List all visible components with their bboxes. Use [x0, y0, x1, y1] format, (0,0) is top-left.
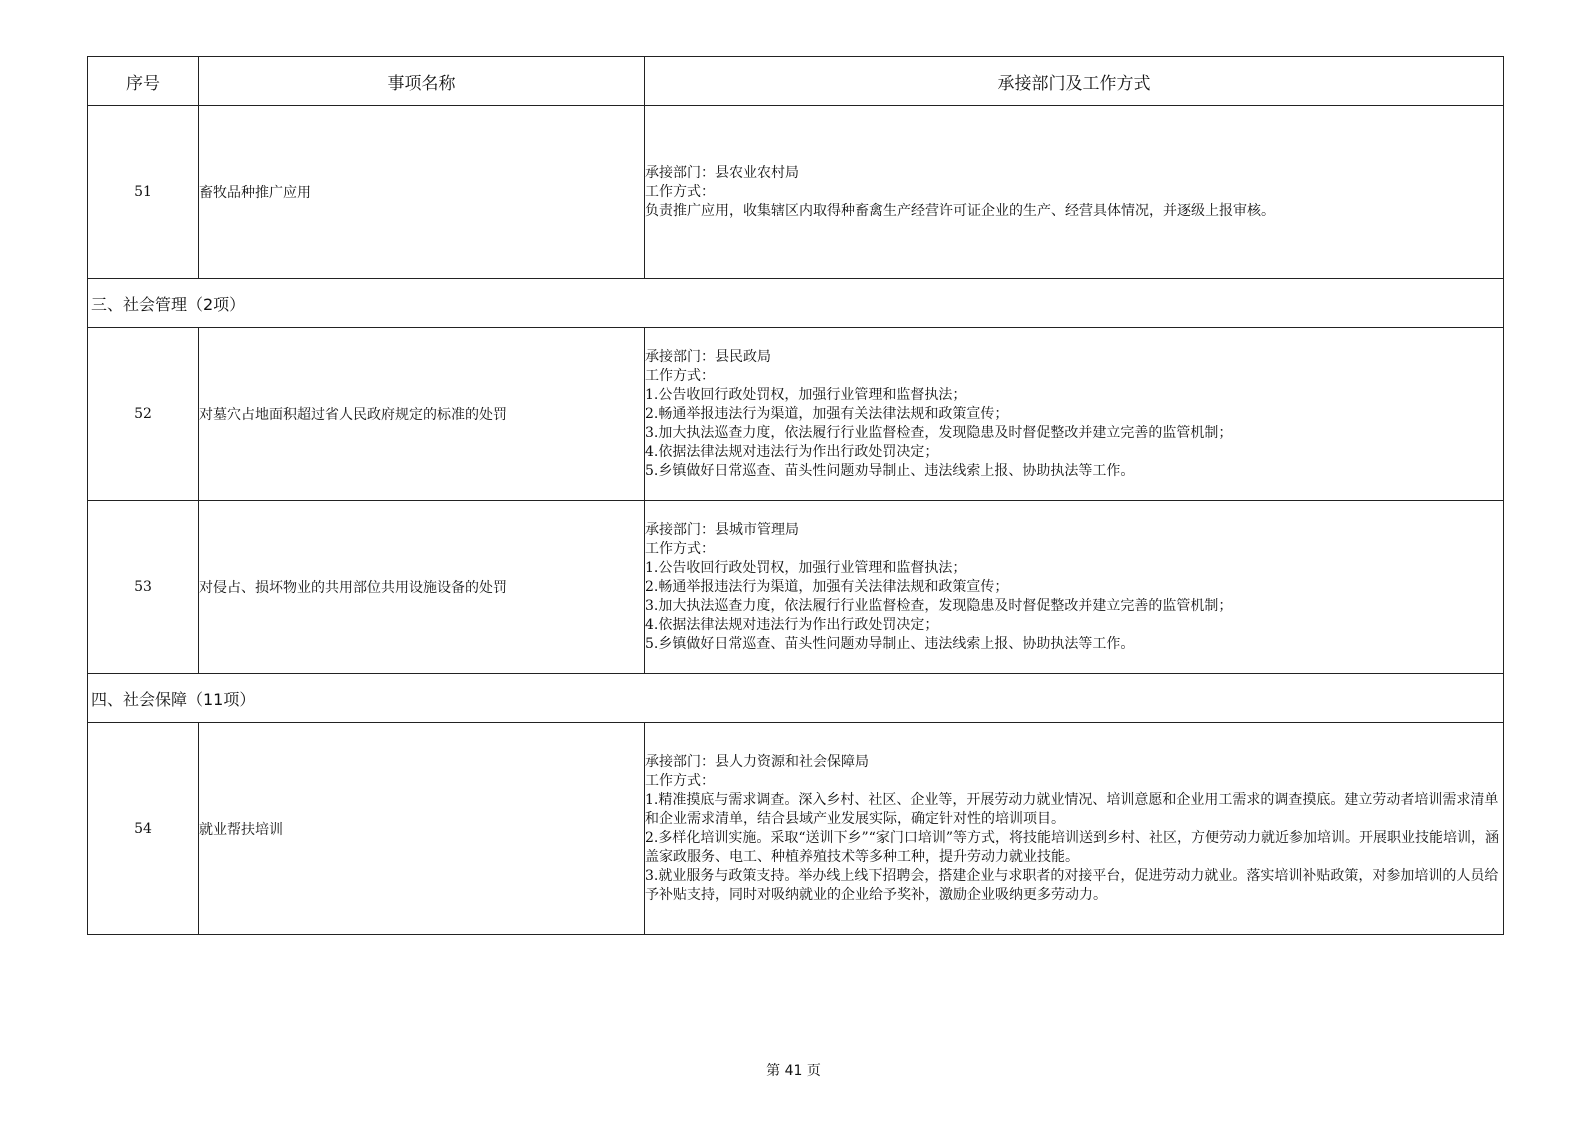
item-name: 畜牧品种推广应用	[199, 106, 645, 279]
item-name: 对墓穴占地面积超过省人民政府规定的标准的处罚	[199, 328, 645, 501]
method-line: 1.精准摸底与需求调查。深入乡村、社区、企业等，开展劳动力就业情况、培训意愿和企业用工需求的调查摸底。建立劳动者培训需求清单和企业需求清单，结合县域产业发展实际，确定针对性的培训项目。	[645, 791, 1499, 827]
section-row	[88, 674, 1504, 723]
header-name: 事项名称	[199, 57, 645, 106]
item-name: 就业帮扶培训	[199, 723, 645, 935]
method-line: 2.畅通举报违法行为渠道，加强有关法律法规和政策宣传；	[645, 405, 1009, 422]
department: 承接部门：县城市管理局	[645, 521, 799, 538]
method-line: 2.畅通举报违法行为渠道，加强有关法律法规和政策宣传；	[645, 578, 1009, 595]
method-cell	[645, 723, 1504, 935]
method-line: 3.加大执法巡查力度，依法履行行业监督检查，发现隐患及时督促整改并建立完善的监管机制；	[645, 597, 1233, 614]
work-mode-label: 工作方式：	[645, 540, 715, 557]
method-cell	[645, 501, 1504, 674]
method-line: 5.乡镇做好日常巡查、苗头性问题劝导制止、违法线索上报、协助执法等工作。	[645, 462, 1135, 479]
work-mode-label: 工作方式：	[645, 183, 715, 200]
department: 承接部门：县民政局	[645, 348, 771, 365]
method-line: 5.乡镇做好日常巡查、苗头性问题劝导制止、违法线索上报、协助执法等工作。	[645, 635, 1135, 652]
method-line: 4.依据法律法规对违法行为作出行政处罚决定；	[645, 443, 939, 460]
method-line: 3.就业服务与政策支持。举办线上线下招聘会，搭建企业与求职者的对接平台，促进劳动力就业。落实培训补贴政策，对参加培训的人员给予补贴支持，同时对吸纳就业的企业给予奖补，激励企业吸纳更多劳动力。	[645, 867, 1499, 903]
section-title: 四、社会保障（11项）	[88, 674, 1504, 723]
work-mode-label: 工作方式：	[645, 772, 715, 789]
department: 承接部门：县人力资源和社会保障局	[645, 753, 869, 770]
header-row	[88, 57, 1504, 106]
section-title: 三、社会管理（2项）	[88, 279, 1504, 328]
method-line: 4.依据法律法规对违法行为作出行政处罚决定；	[645, 616, 939, 633]
work-mode-label: 工作方式：	[645, 367, 715, 384]
method-cell	[645, 328, 1504, 501]
row-number: 54	[88, 723, 199, 935]
method-line: 3.加大执法巡查力度，依法履行行业监督检查，发现隐患及时督促整改并建立完善的监管机制；	[645, 424, 1233, 441]
department: 承接部门：县农业农村局	[645, 164, 799, 181]
table-row	[88, 328, 1504, 501]
table-row	[88, 723, 1504, 935]
header-seq: 序号	[88, 57, 199, 106]
page-number: 第 41 页	[766, 1063, 821, 1079]
method-cell	[645, 106, 1504, 279]
item-name: 对侵占、损坏物业的共用部位共用设施设备的处罚	[199, 501, 645, 674]
row-number: 52	[88, 328, 199, 501]
matters-table	[87, 56, 1504, 935]
method-line: 负责推广应用，收集辖区内取得种畜禽生产经营许可证企业的生产、经营具体情况，并逐级上报审核。	[645, 202, 1275, 219]
table-row	[88, 501, 1504, 674]
row-number: 51	[88, 106, 199, 279]
method-line: 1.公告收回行政处罚权，加强行业管理和监督执法；	[645, 386, 967, 403]
header-method: 承接部门及工作方式	[645, 57, 1504, 106]
table-row	[88, 106, 1504, 279]
section-row	[88, 279, 1504, 328]
method-line: 1.公告收回行政处罚权，加强行业管理和监督执法；	[645, 559, 967, 576]
method-line: 2.多样化培训实施。采取“送训下乡”“家门口培训”等方式，将技能培训送到乡村、社区，方便劳动力就近参加培训。开展职业技能培训，涵盖家政服务、电工、种植养殖技术等多种工种，提升劳动力就业技能。	[645, 829, 1499, 865]
row-number: 53	[88, 501, 199, 674]
